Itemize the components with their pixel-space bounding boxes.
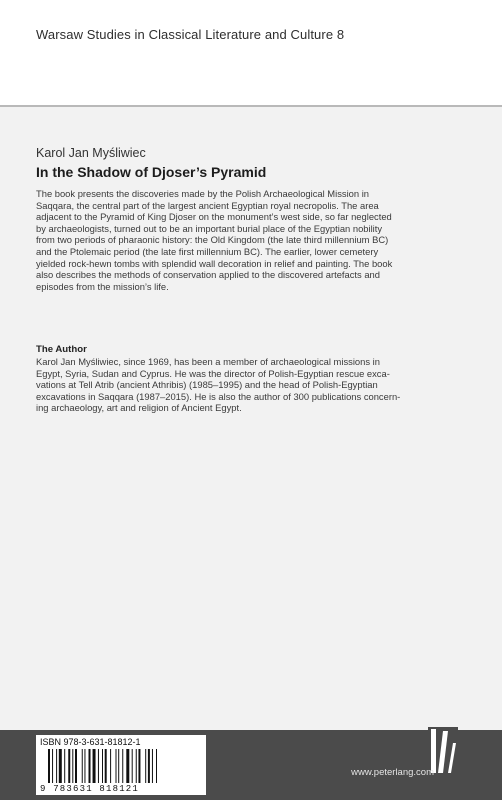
barcode-bar bbox=[93, 749, 96, 783]
description-line: also describes the methods of conservation applied to the discovered artefacts and bbox=[36, 269, 380, 281]
description-line: from two periods of pharaonic history: the Old Kingdom (the late third millennium BC) bbox=[36, 234, 389, 246]
about-author-text bbox=[36, 356, 476, 414]
series-title: Warsaw Studies in Classical Literature and Culture 8 bbox=[36, 27, 345, 42]
barcode-bar bbox=[89, 749, 91, 783]
barcode-bar bbox=[145, 749, 146, 783]
description-line: adjacent to the Pyramid of King Djoser on the monument’s west side, so far neglected bbox=[36, 211, 392, 223]
barcode-bar bbox=[138, 749, 140, 783]
isbn-label: ISBN 978-3-631-81812-1 bbox=[40, 737, 141, 747]
top-band bbox=[0, 0, 502, 105]
author-name: Karol Jan Myśliwiec bbox=[36, 146, 146, 160]
barcode-bar bbox=[105, 749, 107, 783]
about-author-heading: The Author bbox=[36, 344, 87, 355]
barcode-bar bbox=[156, 749, 157, 783]
barcode-bar bbox=[132, 749, 133, 783]
barcode-bar bbox=[122, 749, 123, 783]
barcode-bar bbox=[68, 749, 70, 783]
barcode-bar bbox=[59, 749, 62, 783]
about-line: Egypt, Syria, Sudan and Cyprus. He was the director of Polish-Egyptian rescue exca- bbox=[36, 367, 390, 379]
barcode-bar bbox=[82, 749, 83, 783]
barcode-bar bbox=[126, 749, 129, 783]
barcode-bar bbox=[152, 749, 153, 783]
book-description bbox=[36, 188, 476, 292]
barcode-bar bbox=[118, 749, 119, 783]
barcode-bar bbox=[84, 749, 85, 783]
description-line: and the Ptolemaic period (the late first millennium BC). The earlier, lower cemetery bbox=[36, 245, 379, 257]
publisher-website[interactable]: www.peterlang.com bbox=[351, 767, 434, 778]
about-line: excavations in Saqqara (1987–2015). He is also the author of 300 publications concern- bbox=[36, 390, 401, 402]
description-line: yielded rock-hewn tombs with splendid wall decoration in relief and painting. The book bbox=[36, 257, 393, 269]
barcode-bar bbox=[110, 749, 111, 783]
description-line: The book presents the discoveries made by the Polish Archaeological Mission in bbox=[36, 188, 369, 199]
barcode-bar bbox=[64, 749, 65, 783]
barcode-bar bbox=[56, 749, 57, 783]
barcode-bar bbox=[75, 749, 77, 783]
description-line: episodes from the mission’s life. bbox=[36, 280, 169, 292]
barcode-bar bbox=[102, 749, 103, 783]
barcode-bar bbox=[52, 749, 53, 783]
barcode-icon bbox=[48, 749, 198, 783]
description-line: by archaeologists, turned out to be an important burial place of the Egyptian nobility bbox=[36, 222, 383, 234]
barcode-bar bbox=[98, 749, 99, 783]
barcode-digits: 9 783631 818121 bbox=[40, 784, 140, 794]
barcode-bar bbox=[48, 749, 50, 783]
barcode-bar bbox=[116, 749, 117, 783]
about-line: ing archaeology, art and religion of Ancient Egypt. bbox=[36, 402, 242, 414]
about-line: Karol Jan Myśliwiec, since 1969, has been a member of archaeological missions in bbox=[36, 356, 380, 367]
book-title: In the Shadow of Djoser’s Pyramid bbox=[36, 164, 267, 180]
barcode-bar bbox=[72, 749, 73, 783]
barcode-bar bbox=[136, 749, 137, 783]
description-line: Saqqara, the central part of the largest ancient Egyptian royal necropolis. The area bbox=[36, 199, 379, 211]
about-line: vations at Tell Atrib (ancient Athribis) (1985–1995) and the head of Polish-Egyptian bbox=[36, 379, 378, 391]
barcode-bar bbox=[148, 749, 150, 783]
